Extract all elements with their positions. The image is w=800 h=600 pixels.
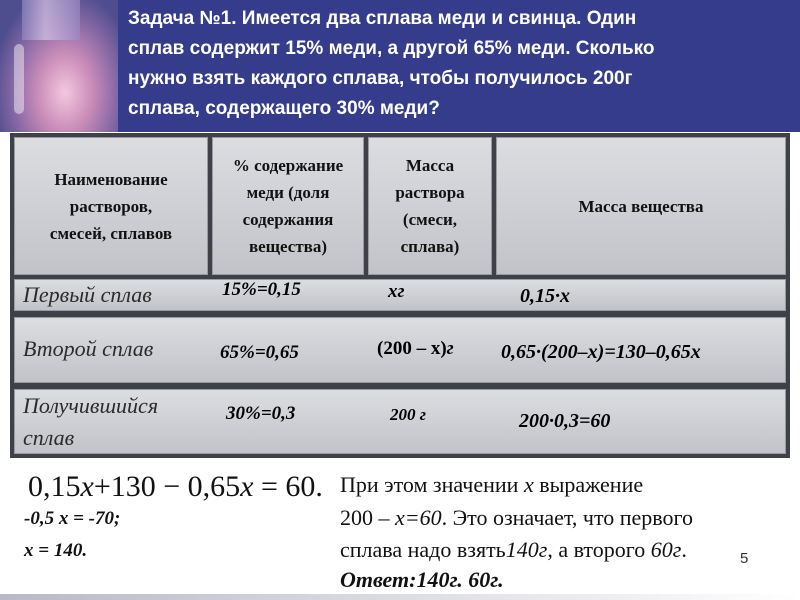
row-name: Первый сплав — [23, 282, 152, 307]
explain-text: , а второго — [547, 537, 651, 562]
row1-substance — [520, 285, 570, 308]
multiply-dot-icon: · — [555, 285, 560, 307]
row1-percent: 15%=0,15 — [222, 279, 301, 300]
equation-part: 0,15 — [28, 470, 81, 503]
explain-text: 200 – — [340, 505, 395, 530]
problem-line: нужно взять каждого сплава, чтобы получилось 200г — [128, 68, 633, 89]
equation-var: x — [240, 470, 254, 503]
header-mass-line: раствора — [395, 183, 465, 202]
row3-substance-a: 200 — [519, 410, 549, 432]
header-name-line: смесей, сплавов — [49, 223, 173, 243]
header-percent-line: вещества) — [248, 237, 328, 256]
explain-text: сплава надо взять — [340, 537, 506, 562]
problem-line: сплава, содержащего 30% меди? — [128, 98, 440, 119]
row1-substance-var: х — [560, 285, 570, 307]
page-number: 5 — [740, 550, 749, 567]
solution-step-1: -0,5 х = -70; — [24, 508, 121, 529]
explain-text: . — [681, 537, 687, 562]
row-name: Второй сплав — [23, 336, 154, 361]
multiply-dot-icon: · — [549, 410, 554, 432]
row3-substance — [519, 410, 610, 433]
header-mass-line: сплава) — [400, 237, 460, 256]
explanation-line-3 — [340, 537, 785, 563]
explain-var: х — [523, 472, 534, 497]
problem-line: сплав содержит 15% меди, а другой 65% меди. Сколько — [128, 38, 655, 59]
header-substance — [496, 137, 786, 275]
flask-shine-shape — [14, 44, 24, 114]
equation-part: +130 − 0,65 — [93, 470, 241, 503]
row2-substance-coef: 0,65 — [501, 341, 536, 363]
row-name-line: Получившийся — [23, 393, 159, 418]
explanation-line-1 — [340, 472, 785, 498]
row3-percent: 30%=0,3 — [226, 403, 296, 424]
explain-var: 60г — [650, 537, 682, 562]
header-substance-line: Масса вещества — [578, 196, 704, 216]
row2-percent: 65%=0,65 — [220, 342, 299, 363]
header-mass — [368, 137, 492, 275]
row3-substance-b: 0,3=60 — [554, 410, 611, 432]
row2-mass-unit: г — [446, 338, 454, 359]
header-percent-line: содержания — [242, 210, 334, 229]
problem-statement — [128, 4, 788, 124]
explanation-line-2 — [340, 505, 785, 531]
row2-mass — [377, 338, 454, 360]
header-percent-line: % содержание — [232, 156, 344, 175]
equation-part: = 60. — [253, 470, 323, 503]
header-percent-line: меди (доля — [246, 183, 330, 202]
row3-mass: 200 г — [390, 405, 427, 424]
multiply-dot-icon: · — [536, 341, 541, 363]
header-name — [14, 137, 208, 275]
row2-mass-expr: (200 – х) — [377, 338, 447, 359]
slide-header — [0, 0, 800, 132]
row-name-line: сплав — [23, 425, 75, 450]
explain-text: При этом значении — [340, 472, 524, 497]
solution-step-2: х = 140. — [24, 540, 88, 561]
problem-line: Задача №1. Имеется два сплава меди и свинца. Один — [128, 8, 637, 29]
main-equation — [28, 470, 323, 504]
header-name-line: Наименование — [54, 169, 168, 189]
equation-var: x — [80, 470, 94, 503]
header-percent — [212, 137, 364, 275]
explain-text: выражение — [533, 472, 644, 497]
header-mass-line: Масса — [405, 156, 455, 175]
flask-image — [0, 0, 118, 132]
row2-substance-expr: (200–х)=130–0,65х — [541, 341, 701, 363]
bottom-bar — [0, 594, 800, 600]
explain-text: . Это означает, что первого — [441, 505, 694, 530]
row1-substance-coef: 0,15 — [520, 285, 555, 307]
explain-var: х=60 — [395, 505, 442, 530]
header-mass-line: (смеси, — [402, 210, 458, 229]
header-name-line: растворов, — [69, 196, 153, 216]
flask-neck-shape — [22, 0, 80, 40]
answer-line: Ответ:140г. 60г. — [340, 567, 504, 592]
explain-var: 140г — [505, 537, 548, 562]
row2-substance — [501, 341, 701, 364]
row1-mass: хг — [388, 281, 405, 302]
